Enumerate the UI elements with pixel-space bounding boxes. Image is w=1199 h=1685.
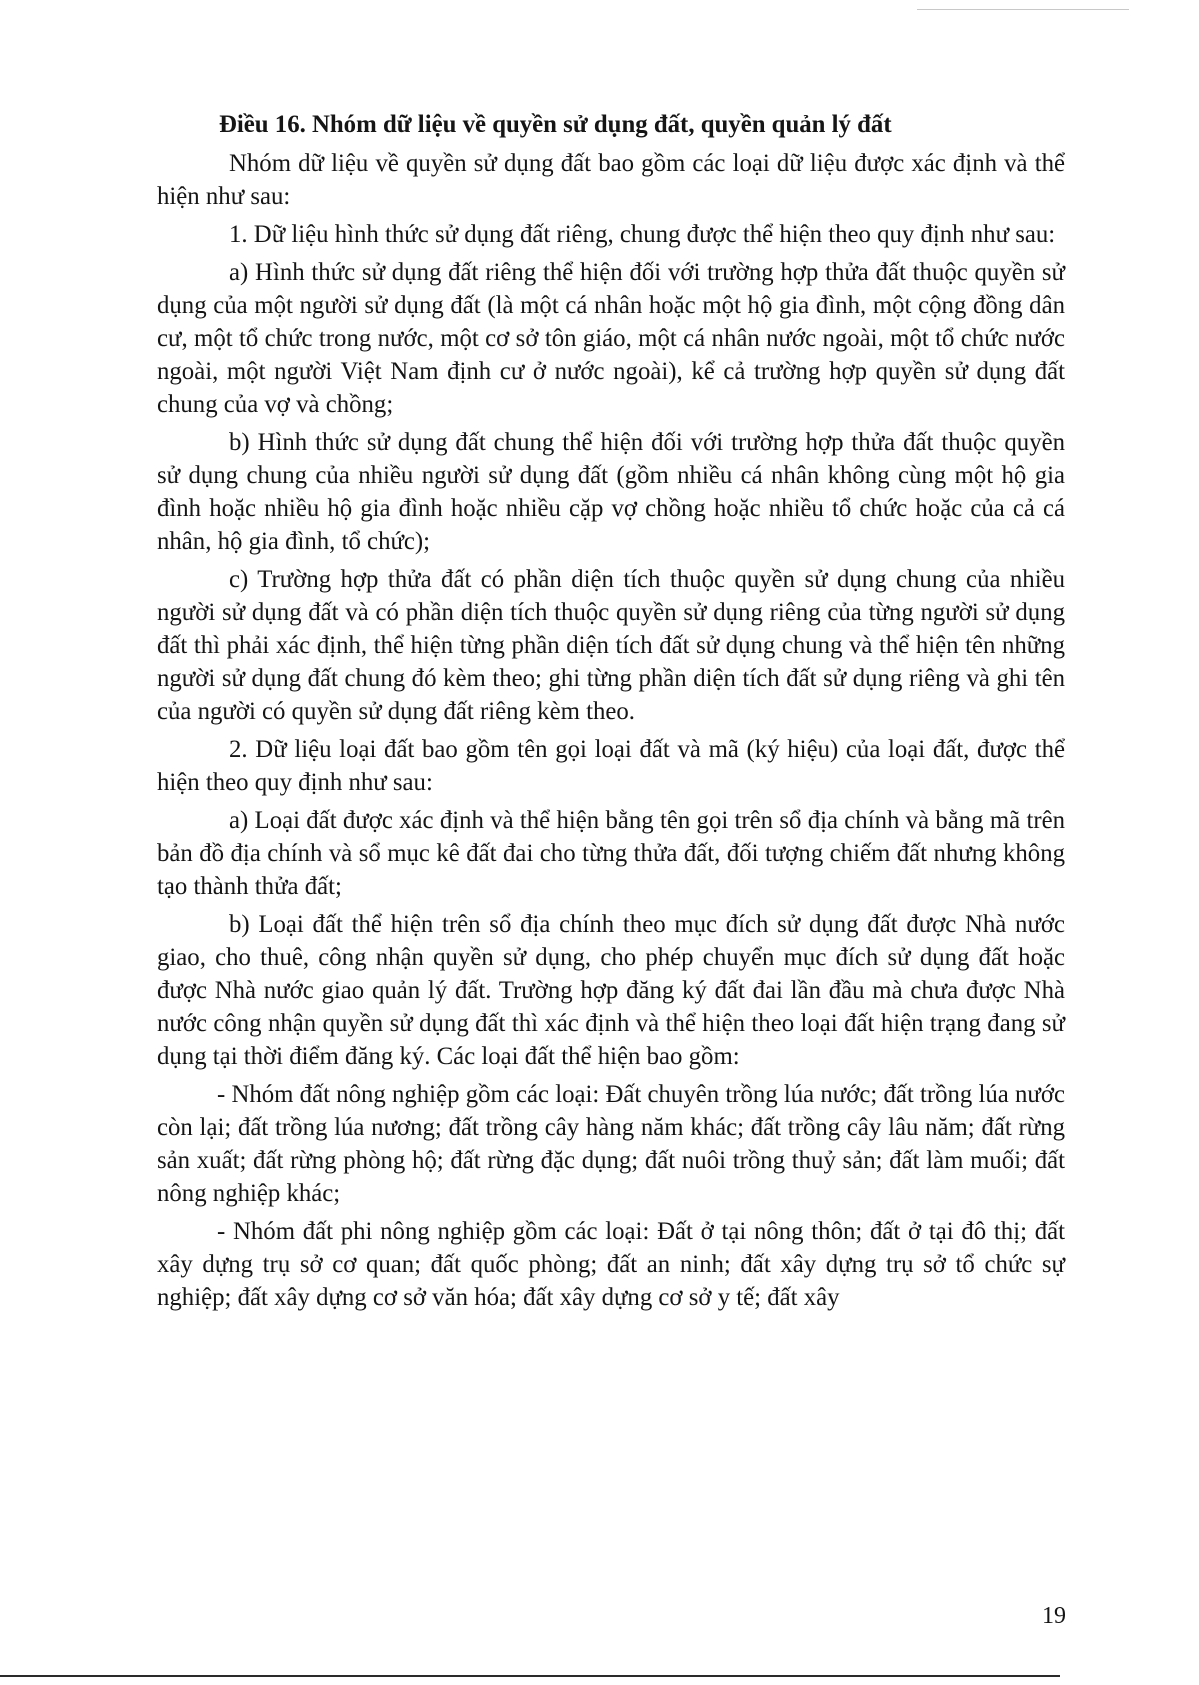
- clause-1: 1. Dữ liệu hình thức sử dụng đất riêng, chung được thể hiện theo quy định như sau:: [229, 221, 1056, 248]
- page-number: 19: [1042, 1603, 1066, 1629]
- clause-2-item-a: a) Loại đất được xác định và thể hiện bằng tên gọi trên sổ địa chính và bằng mã trên bản đồ địa chính và sổ mục kê đất đai cho từng thửa đất, đối tượng chiếm đất nhưng không tạo thành thửa đất;: [157, 807, 1065, 900]
- clause-1-item-b: b) Hình thức sử dụng đất chung thể hiện đối với trường hợp thửa đất thuộc quyền sử dụng chung của nhiều người sử dụng đất (gồm nhiều cá nhân không cùng một hộ gia đình hoặc nhiều hộ gia đình hoặc nhiều cặp vợ chồng hoặc nhiều tổ chức hoặc của cả cá nhân, hộ gia đình, tổ chức);: [157, 429, 1065, 555]
- agricultural-land-list: - Nhóm đất nông nghiệp gồm các loại: Đất chuyên trồng lúa nước; đất trồng lúa nước còn lại; đất trồng lúa nương; đất trồng cây hàng năm khác; đất trồng cây lâu năm; đất rừng sản xuất; đất rừng phòng hộ; đất rừng đặc dụng; đất nuôi trồng thuỷ sản; đất làm muối; đất nông nghiệp khác;: [157, 1081, 1065, 1207]
- document-body: [157, 108, 1065, 1319]
- clause-2: 2. Dữ liệu loại đất bao gồm tên gọi loại đất và mã (ký hiệu) của loại đất, được thể hiện theo quy định như sau:: [157, 736, 1065, 796]
- clause-1-item-a: a) Hình thức sử dụng đất riêng thể hiện đối với trường hợp thửa đất thuộc quyền sử dụng của một người sử dụng đất (là một cá nhân hoặc một hộ gia đình, một cộng đồng dân cư, một tổ chức trong nước, một cơ sở tôn giáo, một cá nhân nước ngoài, một tổ chức nước ngoài, một người Việt Nam định cư ở nước ngoài), kể cả trường hợp quyền sử dụng đất chung của vợ và chồng;: [157, 259, 1065, 418]
- bottom-rule: [0, 1675, 1060, 1677]
- clause-2-item-b: b) Loại đất thể hiện trên sổ địa chính theo mục đích sử dụng đất được Nhà nước giao, cho thuê, công nhận quyền sử dụng, cho phép chuyển mục đích sử dụng đất hoặc được Nhà nước giao quản lý đất. Trường hợp đăng ký đất đai lần đầu mà chưa được Nhà nước công nhận quyền sử dụng đất thì xác định và thể hiện theo loại đất hiện trạng đang sử dụng tại thời điểm đăng ký. Các loại đất thể hiện bao gồm:: [157, 911, 1065, 1070]
- clause-1-item-c: c) Trường hợp thửa đất có phần diện tích thuộc quyền sử dụng chung của nhiều người sử dụng đất và có phần diện tích thuộc quyền sử dụng riêng của từng người sử dụng đất thì phải xác định, thể hiện từng phần diện tích đất sử dụng chung và thể hiện tên những người sử dụng đất chung đó kèm theo; ghi từng phần diện tích đất sử dụng riêng và ghi tên của người có quyền sử dụng đất riêng kèm theo.: [157, 566, 1065, 725]
- non-agricultural-land-list: - Nhóm đất phi nông nghiệp gồm các loại: Đất ở tại nông thôn; đất ở tại đô thị; đất xây dựng trụ sở cơ quan; đất quốc phòng; đất an ninh; đất xây dựng trụ sở tổ chức sự nghiệp; đất xây dựng cơ sở văn hóa; đất xây dựng cơ sở y tế; đất xây: [157, 1218, 1065, 1311]
- intro-paragraph: Nhóm dữ liệu về quyền sử dụng đất bao gồm các loại dữ liệu được xác định và thể hiện như sau:: [157, 150, 1065, 210]
- top-rule: [917, 9, 1129, 10]
- article-heading: Điều 16. Nhóm dữ liệu về quyền sử dụng đất, quyền quản lý đất: [219, 111, 892, 138]
